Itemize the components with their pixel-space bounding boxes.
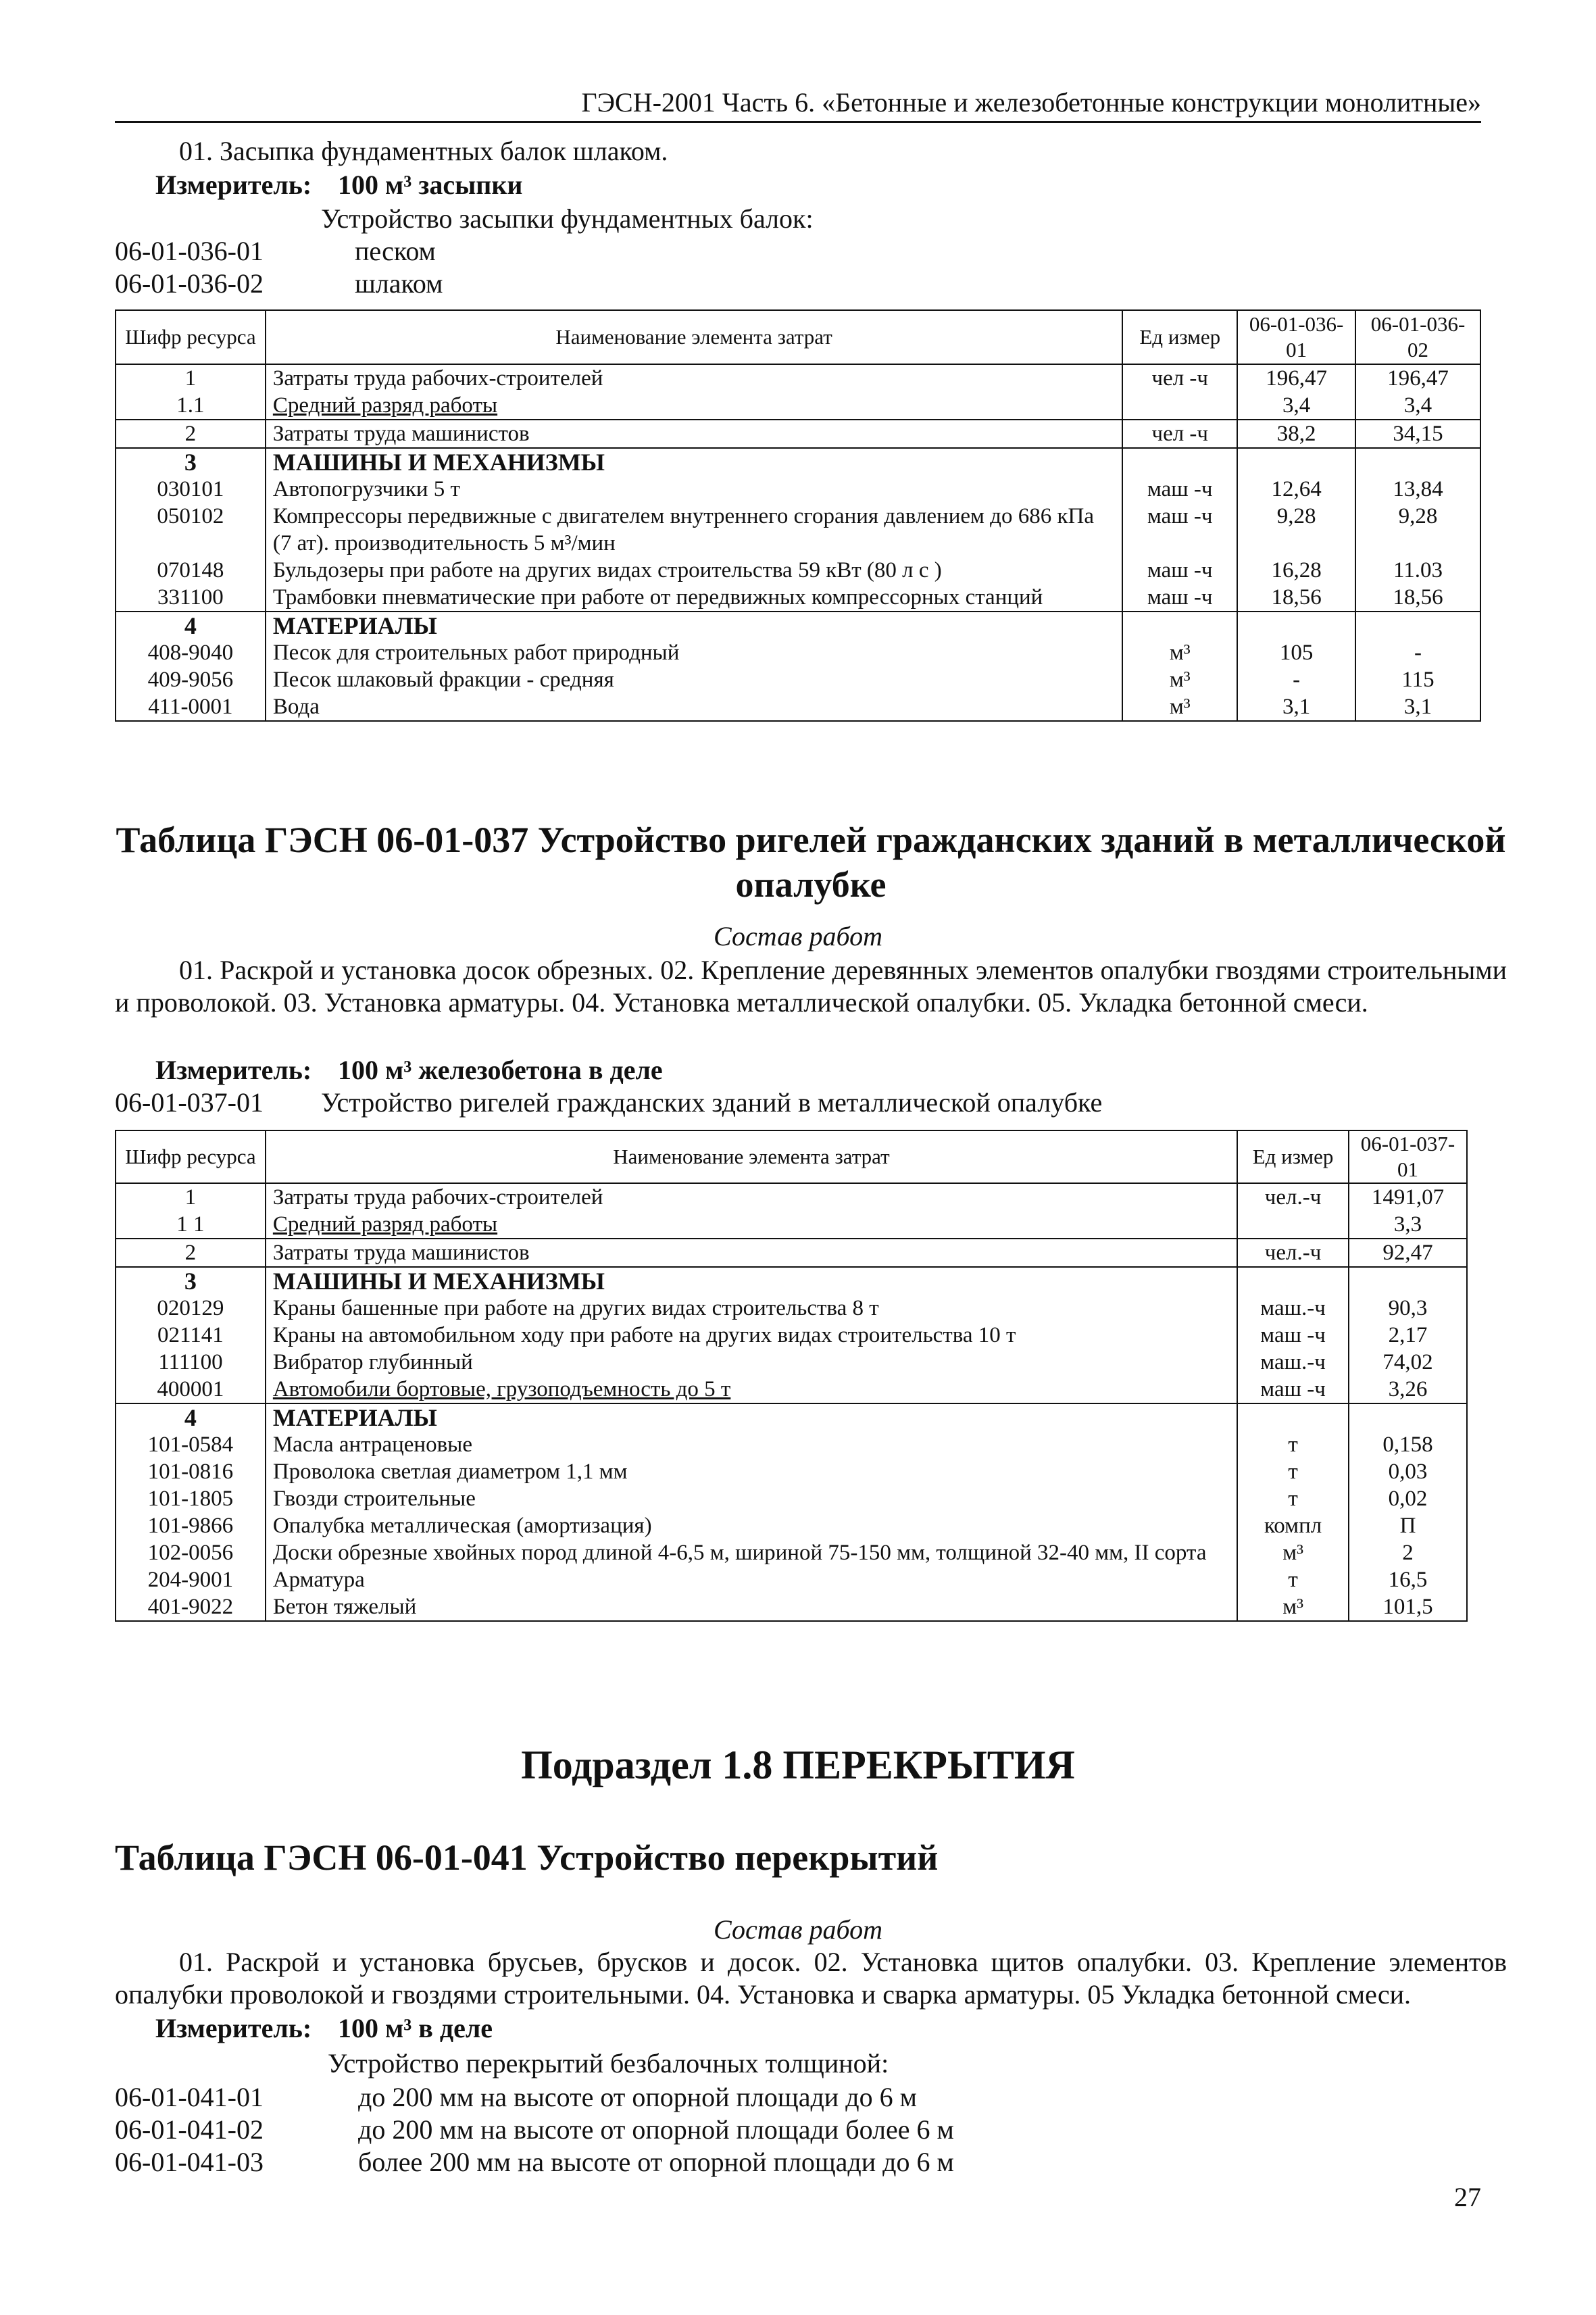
resource-unit: маш -ч (1122, 503, 1237, 557)
resource-name: Автомобили бортовые, грузоподъемность до 5 т (266, 1376, 1237, 1403)
resource-code: 101-0584 (116, 1431, 266, 1458)
resource-name: Гвозди строительные (266, 1485, 1237, 1512)
resource-name: Вода (266, 693, 1122, 721)
resource-unit: т (1237, 1566, 1349, 1593)
resource-value: 3,26 (1349, 1376, 1467, 1403)
resource-value: 0,03 (1349, 1458, 1467, 1485)
resource-unit: чел -ч (1122, 364, 1237, 392)
resource-value: 12,64 (1237, 476, 1355, 503)
resource-value (1237, 448, 1355, 476)
resource-unit (1122, 612, 1237, 639)
resource-value (1355, 448, 1480, 476)
measure-value: 100 м³ засыпки (338, 170, 523, 200)
resource-value: 105 (1237, 639, 1355, 666)
resource-value: 3,4 (1355, 392, 1480, 420)
column-header: 06-01-036-02 (1355, 310, 1480, 364)
group-title: Устройство засыпки фундаментных балок: (321, 203, 814, 234)
resource-name: Доски обрезные хвойных пород длиной 4-6,5 м, шириной 75-150 мм, толщиной 32-40 мм, II сорта (266, 1539, 1237, 1566)
resource-name: Затраты труда машинистов (266, 1239, 1237, 1267)
resource-value: 13,84 (1355, 476, 1480, 503)
table-row (116, 1539, 1467, 1566)
resource-value: 3,1 (1237, 693, 1355, 721)
resource-value: 9,28 (1237, 503, 1355, 557)
resource-value: 9,28 (1355, 503, 1480, 557)
resource-name: Краны башенные при работе на других видах строительства 8 т (266, 1295, 1237, 1322)
resource-code: 401-9022 (116, 1593, 266, 1621)
resource-code: 030101 (116, 476, 266, 503)
norm-name: Устройство ригелей гражданских зданий в металлической опалубке (321, 1087, 1103, 1118)
table-row (116, 693, 1480, 721)
norm-code: 06-01-041-03 (115, 2147, 264, 2177)
resource-name: Опалубка металлическая (амортизация) (266, 1512, 1237, 1539)
table-row (116, 392, 1480, 420)
composition-caption: Состав работ (714, 921, 882, 951)
resource-unit: м³ (1237, 1539, 1349, 1566)
table-row (116, 1239, 1467, 1267)
resource-name: Затраты труда машинистов (266, 420, 1122, 448)
table-row (116, 503, 1480, 557)
table-row (116, 1403, 1467, 1431)
group-title: Устройство перекрытий безбалочных толщиной: (328, 2048, 889, 2078)
norm-name: песком (355, 236, 436, 266)
column-header: Наименование элемента затрат (266, 310, 1122, 364)
resource-value: 16,28 (1237, 557, 1355, 584)
table-row (116, 1458, 1467, 1485)
norm-code: 06-01-041-02 (115, 2114, 264, 2145)
table-row (116, 364, 1480, 392)
resource-value: 11.03 (1355, 557, 1480, 584)
resource-value: 101,5 (1349, 1593, 1467, 1621)
resource-code: 102-0056 (116, 1539, 266, 1566)
resource-name: Средний разряд работы (266, 1211, 1237, 1239)
resource-code: 204-9001 (116, 1566, 266, 1593)
resource-value: 3,3 (1349, 1211, 1467, 1239)
table-row (116, 1211, 1467, 1239)
resource-code: 3 (116, 1267, 266, 1295)
composition-tail: 01. Засыпка фундаментных балок шлаком. (179, 136, 668, 166)
resource-unit: чел.-ч (1237, 1239, 1349, 1267)
resource-unit (1237, 1403, 1349, 1431)
resource-unit: м³ (1122, 693, 1237, 721)
resource-name: Краны на автомобильном ходу при работе на других видах строительства 10 т (266, 1322, 1237, 1349)
section-title: Подраздел 1.8 ПЕРЕКРЫТИЯ (521, 1743, 1075, 1787)
measure-value: 100 м³ в деле (338, 2013, 493, 2043)
table-row (116, 1593, 1467, 1621)
norm-code: 06-01-036-01 (115, 236, 264, 266)
resource-code: 411-0001 (116, 693, 266, 721)
table-row (116, 1267, 1467, 1295)
resource-unit: маш.-ч (1237, 1349, 1349, 1376)
resource-value (1237, 612, 1355, 639)
norm-name: до 200 мм на высоте от опорной площади до 6 м (358, 2082, 917, 2112)
page-number: 27 (1454, 2182, 1481, 2212)
resource-value: 196,47 (1355, 364, 1480, 392)
table-row (116, 476, 1480, 503)
table-row (116, 666, 1480, 693)
resource-value: 34,15 (1355, 420, 1480, 448)
resource-code: 070148 (116, 557, 266, 584)
resource-name: Бульдозеры при работе на других видах строительства 59 кВт (80 л с ) (266, 557, 1122, 584)
resource-unit (1122, 392, 1237, 420)
table-row (116, 1512, 1467, 1539)
resource-name: Средний разряд работы (266, 392, 1122, 420)
resource-name: Бетон тяжелый (266, 1593, 1237, 1621)
table-title-041: Таблица ГЭСН 06-01-041 Устройство перекрытий (115, 1837, 939, 1878)
resource-name: Песок шлаковый фракции - средняя (266, 666, 1122, 693)
column-header: Ед измер (1122, 310, 1237, 364)
resource-code: 408-9040 (116, 639, 266, 666)
column-header: Шифр ресурса (116, 1130, 266, 1183)
resource-unit: м³ (1122, 639, 1237, 666)
resource-unit: маш.-ч (1237, 1295, 1349, 1322)
resource-value: 3,4 (1237, 392, 1355, 420)
resource-code: 2 (116, 420, 266, 448)
resource-code: 1.1 (116, 392, 266, 420)
resource-unit: т (1237, 1485, 1349, 1512)
resource-name: МАТЕРИАЛЫ (266, 612, 1122, 639)
resource-value: 2,17 (1349, 1322, 1467, 1349)
resource-unit: маш -ч (1237, 1376, 1349, 1403)
resource-code: 4 (116, 612, 266, 639)
resource-code: 1 1 (116, 1211, 266, 1239)
resource-code: 3 (116, 448, 266, 476)
resource-code: 331100 (116, 584, 266, 612)
measure-value: 100 м³ железобетона в деле (338, 1055, 663, 1085)
resource-code: 1 (116, 1183, 266, 1211)
resource-value: 38,2 (1237, 420, 1355, 448)
resource-name: Затраты труда рабочих-строителей (266, 364, 1122, 392)
resource-unit: маш -ч (1122, 584, 1237, 612)
measure-label: Измеритель: (155, 1055, 312, 1085)
resource-value: 18,56 (1237, 584, 1355, 612)
resource-unit (1237, 1267, 1349, 1295)
resource-code: 2 (116, 1239, 266, 1267)
measure-label: Измеритель: (155, 170, 312, 200)
resource-table-037 (115, 1130, 1468, 1622)
table-row (116, 584, 1480, 612)
resource-name: Компрессоры передвижные с двигателем внутреннего сгорания давлением до 686 кПа (7 ат). производительность 5 м³/мин (266, 503, 1122, 557)
norm-name: шлаком (355, 268, 443, 299)
resource-name: Песок для строительных работ природный (266, 639, 1122, 666)
resource-code: 4 (116, 1403, 266, 1431)
resource-code: 111100 (116, 1349, 266, 1376)
resource-value: 115 (1355, 666, 1480, 693)
resource-code: 021141 (116, 1322, 266, 1349)
resource-name: МАШИНЫ И МЕХАНИЗМЫ (266, 448, 1122, 476)
resource-value (1349, 1403, 1467, 1431)
resource-value: 92,47 (1349, 1239, 1467, 1267)
column-header: 06-01-036-01 (1237, 310, 1355, 364)
resource-code: 101-0816 (116, 1458, 266, 1485)
composition-caption: Состав работ (714, 1914, 882, 1945)
composition-text: 01. Раскрой и установка брусьев, брусков и досок. 02. Установка щитов опалубки. 03. Крепление элементов опалубки проволокой и гвоздями строительными. 04. Установка и сварка арматуры. 05 Укладка бетонной смеси. (115, 1947, 1507, 2010)
resource-unit: чел -ч (1122, 420, 1237, 448)
norm-name: до 200 мм на высоте от опорной площади более 6 м (358, 2114, 954, 2145)
table-row (116, 1295, 1467, 1322)
resource-value: - (1355, 639, 1480, 666)
resource-value (1355, 612, 1480, 639)
norm-code: 06-01-036-02 (115, 268, 264, 299)
table-title-037: Таблица ГЭСН 06-01-037 Устройство ригелей гражданских зданий в металлической опалубке (116, 820, 1506, 905)
resource-name: Арматура (266, 1566, 1237, 1593)
resource-name: Масла антраценовые (266, 1431, 1237, 1458)
resource-code: 400001 (116, 1376, 266, 1403)
table-row (116, 1566, 1467, 1593)
column-header: 06-01-037-01 (1349, 1130, 1467, 1183)
resource-value: 74,02 (1349, 1349, 1467, 1376)
resource-value: - (1237, 666, 1355, 693)
resource-unit: маш -ч (1122, 476, 1237, 503)
composition-text: 01. Раскрой и установка досок обрезных. 02. Крепление деревянных элементов опалубки гвоздями строительными и проволокой. 03. Установка арматуры. 04. Установка металлической опалубки. 05. Укладка бетонной смеси. (115, 955, 1507, 1018)
resource-value: П (1349, 1512, 1467, 1539)
resource-code: 020129 (116, 1295, 266, 1322)
column-header: Наименование элемента затрат (266, 1130, 1237, 1183)
resource-name: МАШИНЫ И МЕХАНИЗМЫ (266, 1267, 1237, 1295)
resource-table-036 (115, 309, 1481, 722)
resource-name: Автопогрузчики 5 т (266, 476, 1122, 503)
norm-code: 06-01-041-01 (115, 2082, 264, 2112)
resource-unit: м³ (1237, 1593, 1349, 1621)
table-row (116, 557, 1480, 584)
resource-unit: маш -ч (1122, 557, 1237, 584)
resource-unit: маш -ч (1237, 1322, 1349, 1349)
resource-name: Трамбовки пневматические при работе от передвижных компрессорных станций (266, 584, 1122, 612)
table-row (116, 1485, 1467, 1512)
column-header: Шифр ресурса (116, 310, 266, 364)
resource-value: 1491,07 (1349, 1183, 1467, 1211)
resource-unit: м³ (1122, 666, 1237, 693)
resource-code: 101-1805 (116, 1485, 266, 1512)
resource-unit: т (1237, 1458, 1349, 1485)
table-row (116, 1431, 1467, 1458)
table-row (116, 639, 1480, 666)
resource-unit: чел.-ч (1237, 1183, 1349, 1211)
resource-value: 2 (1349, 1539, 1467, 1566)
table-row (116, 612, 1480, 639)
resource-value: 18,56 (1355, 584, 1480, 612)
resource-value: 3,1 (1355, 693, 1480, 721)
resource-unit (1237, 1211, 1349, 1239)
column-header: Ед измер (1237, 1130, 1349, 1183)
resource-code: 050102 (116, 503, 266, 557)
table-row (116, 420, 1480, 448)
resource-code: 1 (116, 364, 266, 392)
resource-code: 101-9866 (116, 1512, 266, 1539)
measure-label: Измеритель: (155, 2013, 312, 2043)
table-row (116, 1376, 1467, 1403)
resource-name: Проволока светлая диаметром 1,1 мм (266, 1458, 1237, 1485)
resource-unit (1122, 448, 1237, 476)
resource-name: Затраты труда рабочих-строителей (266, 1183, 1237, 1211)
running-header: ГЭСН-2001 Часть 6. «Бетонные и железобетонные конструкции монолитные» (115, 86, 1481, 123)
resource-code: 409-9056 (116, 666, 266, 693)
resource-value: 0,158 (1349, 1431, 1467, 1458)
norm-code: 06-01-037-01 (115, 1087, 264, 1118)
resource-value: 16,5 (1349, 1566, 1467, 1593)
resource-value: 196,47 (1237, 364, 1355, 392)
resource-value: 90,3 (1349, 1295, 1467, 1322)
table-row (116, 1349, 1467, 1376)
norm-name: более 200 мм на высоте от опорной площади до 6 м (358, 2147, 954, 2177)
resource-name: Вибратор глубинный (266, 1349, 1237, 1376)
resource-unit: компл (1237, 1512, 1349, 1539)
resource-unit: т (1237, 1431, 1349, 1458)
resource-value: 0,02 (1349, 1485, 1467, 1512)
resource-value (1349, 1267, 1467, 1295)
table-row (116, 1322, 1467, 1349)
table-row (116, 448, 1480, 476)
resource-name: МАТЕРИАЛЫ (266, 1403, 1237, 1431)
table-row (116, 1183, 1467, 1211)
